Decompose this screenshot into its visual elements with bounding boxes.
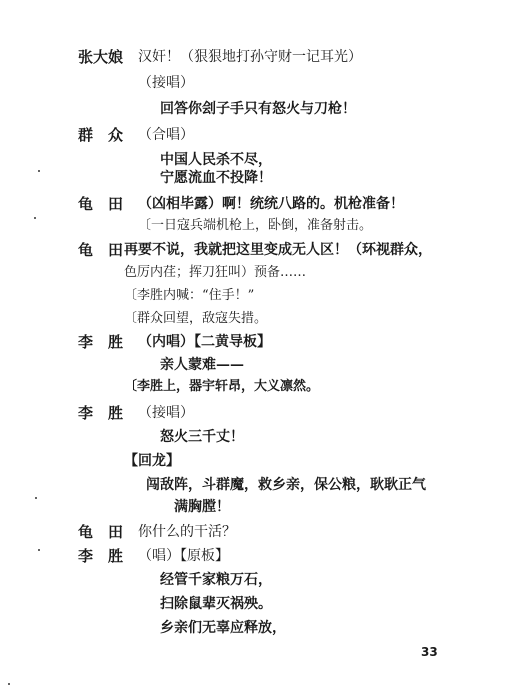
lyric-line: 中国人民杀不尽， [160,152,272,168]
lyric-line: 满胸膛！ [174,499,230,515]
scan-speck [8,683,10,685]
stage-direction: （内唱）【二黄导板】 [138,334,271,350]
stage-direction: 〔一日寇兵端机枪上，卧倒，准备射击。 [138,218,373,233]
speaker-label: 龟 田 [78,523,124,541]
page-number: 33 [421,645,438,659]
lyric-line: 宁愿流血不投降！ [160,170,272,186]
speaker-label: 龟 田 [78,241,124,259]
stage-direction: 〔李胜上，器宇轩昂，大义凛然。 [124,379,320,394]
line-text: 汉奸！（狠狠地打孙守财一记耳光） [138,49,362,65]
line-text: （凶相毕露）啊！统统八路的。机枪准备！ [138,196,404,212]
stage-direction: 〔李胜内喊：“住手！” [124,288,255,303]
stage-direction: 【回龙】 [124,453,180,469]
line-text: 再要不说，我就把这里变成无人区！（环视群众， [124,242,432,258]
stage-direction: （合唱） [138,127,194,143]
stage-direction: （接唱） [138,405,194,421]
lyric-line: 闯敌阵，斗群魔，救乡亲，保公粮，耿耿正气 [146,477,426,493]
stage-direction: （唱）【原板】 [138,548,229,564]
line-text: 你什么的干活？ [138,524,236,540]
lyric-line: 乡亲们无辜应释放， [160,620,286,636]
speaker-label: 群 众 [78,126,124,144]
speaker-label: 李 胜 [78,333,124,351]
scan-speck [35,497,37,499]
speaker-label: 龟 田 [78,195,124,213]
lyric-line: 亲人蒙难—— [160,357,244,373]
stage-direction: 〔群众回望，敌寇失措。 [124,311,268,326]
stage-direction: （接唱） [138,75,194,91]
lyric-line: 扫除鼠辈灭祸殃。 [160,596,272,612]
lyric-line: 怒火三千丈！ [160,429,244,445]
scan-speck [34,217,36,219]
speaker-label: 张大娘 [78,48,124,66]
speaker-label: 李 胜 [78,404,124,422]
scan-speck [38,549,40,551]
lyric-line: 回答你刽子手只有怒火与刀枪！ [160,101,356,117]
lyric-line: 经管千家粮万石， [160,572,272,588]
stage-direction: 色厉内荏；挥刀狂叫）预备…… [124,265,307,280]
speaker-label: 李 胜 [78,547,124,565]
scan-speck [38,170,40,172]
